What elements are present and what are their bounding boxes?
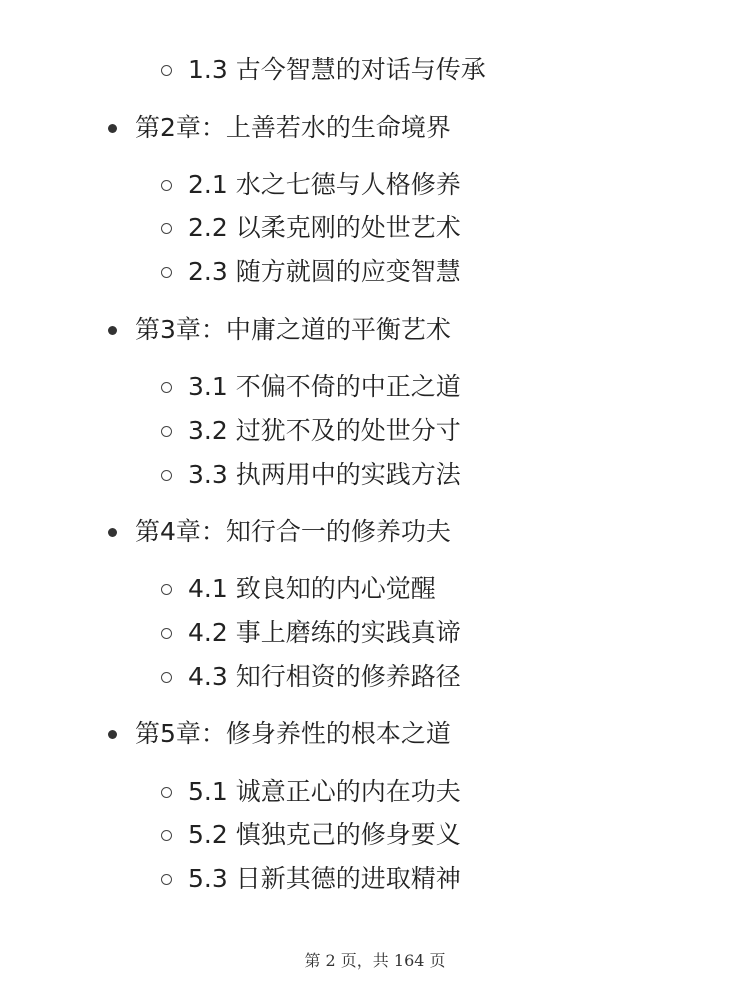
toc-section-label: 4.3 知行相资的修养路径 [188,662,461,691]
hollow-circle-bullet-icon [161,672,172,683]
filled-dot-bullet-icon [108,326,117,335]
toc-chapter-label: 第2章：上善若水的生命境界 [135,113,451,142]
toc-section-item [161,775,461,809]
hollow-circle-bullet-icon [161,382,172,393]
hollow-circle-bullet-icon [161,830,172,841]
toc-section-item [161,660,461,694]
toc-section-label: 3.2 过犹不及的处世分寸 [188,416,461,445]
page-number-footer: 第 2 页，共 164 页 [304,951,446,970]
filled-dot-bullet-icon [108,124,117,133]
toc-section-label: 2.1 水之七德与人格修养 [188,170,461,199]
toc-chapter-item [108,313,451,347]
toc-chapter-label: 第5章：修身养性的根本之道 [135,719,451,748]
toc-section-item [161,616,461,650]
toc-chapter-item [108,717,451,751]
toc-section-item [161,862,461,896]
toc-chapter-label: 第4章：知行合一的修养功夫 [135,517,451,546]
toc-section-item [161,255,461,289]
toc-section-item [161,168,461,202]
toc-section-item [161,53,486,87]
hollow-circle-bullet-icon [161,470,172,481]
filled-dot-bullet-icon [108,528,117,537]
hollow-circle-bullet-icon [161,584,172,595]
toc-section-label: 4.2 事上磨练的实践真谛 [188,618,461,647]
hollow-circle-bullet-icon [161,180,172,191]
hollow-circle-bullet-icon [161,426,172,437]
hollow-circle-bullet-icon [161,628,172,639]
hollow-circle-bullet-icon [161,223,172,234]
toc-section-label: 4.1 致良知的内心觉醒 [188,574,436,603]
filled-dot-bullet-icon [108,730,117,739]
toc-section-item [161,211,461,245]
toc-section-item [161,370,461,404]
hollow-circle-bullet-icon [161,267,172,278]
toc-section-label: 2.2 以柔克刚的处世艺术 [188,213,461,242]
toc-chapter-item [108,111,451,145]
toc-chapter-label: 第3章：中庸之道的平衡艺术 [135,315,451,344]
toc-section-label: 1.3 古今智慧的对话与传承 [188,55,486,84]
hollow-circle-bullet-icon [161,65,172,76]
toc-section-item [161,818,461,852]
toc-section-label: 5.3 日新其德的进取精神 [188,864,461,893]
hollow-circle-bullet-icon [161,874,172,885]
toc-section-item [161,458,461,492]
toc-section-label: 2.3 随方就圆的应变智慧 [188,257,461,286]
toc-section-label: 5.1 诚意正心的内在功夫 [188,777,461,806]
hollow-circle-bullet-icon [161,787,172,798]
toc-chapter-item [108,515,451,549]
toc-section-label: 3.1 不偏不倚的中正之道 [188,372,461,401]
toc-section-item [161,414,461,448]
toc-section-label: 5.2 慎独克己的修身要义 [188,820,461,849]
toc-section-item [161,572,436,606]
toc-section-label: 3.3 执两用中的实践方法 [188,460,461,489]
